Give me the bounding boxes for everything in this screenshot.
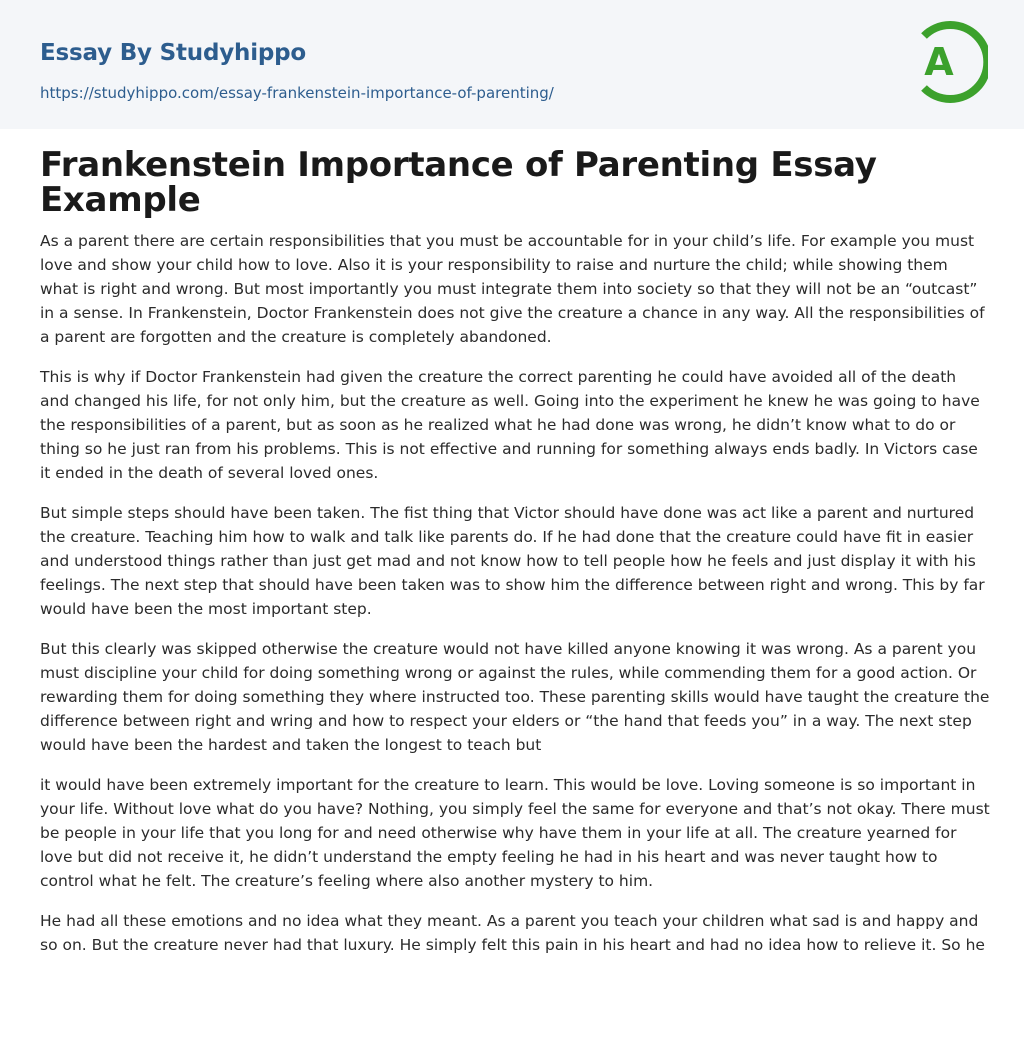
essay-paragraph: This is why if Doctor Frankenstein had given the creature the correct parenting he could have avoided all of the death and changed his life, for not only him, but the creature as well. Going into the experiment he knew he was going to have the responsibilities of a parent, but as soon as he realized what he had done was wrong, he didn’t know what to do or thing so he just ran from his problems. This is not effective and running for something always ends badly. In Victors case it ended in the death of several loved ones. — [40, 368, 980, 482]
essay-title: Frankenstein Importance of Parenting Essay Example — [40, 145, 877, 220]
site-title[interactable]: Essay By Studyhippo — [40, 40, 307, 66]
essay-paragraph: it would have been extremely important for the creature to learn. This would be love. Loving someone is so important in your life. Without love what do you have? Nothing, you simply feel the same for everyone and that’s not okay. There must be people in your life that you long for and need otherwise why have them in your life at all. The creature yearned for love but did not receive it, he didn’t understand the empty feeling he had in his heart and was never taught how to control what he felt. The creature’s feeling where also another mystery to him. — [40, 776, 990, 890]
essay-paragraph: As a parent there are certain responsibilities that you must be accountable for in your child’s life. For example you must love and show your child how to love. Also it is your responsibility to raise and nurture the child; while showing them what is right and wrong. But most importantly you must integrate them into society so that they will not be an “outcast” in a sense. In Frankenstein, Doctor Frankenstein does not give the creature a chance in any way. All the responsibilities of a parent are forgotten and the creature is completely abandoned. — [40, 232, 985, 346]
logo-letter: A — [924, 40, 954, 84]
studyhippo-logo-icon[interactable] — [910, 18, 988, 106]
essay-body — [40, 229, 990, 973]
essay-url-link[interactable]: https://studyhippo.com/essay-frankenstein-importance-of-parenting/ — [40, 84, 554, 102]
essay-paragraph: He had all these emotions and no idea what they meant. As a parent you teach your children what sad is and happy and so on. But the creature never had that luxury. He simply felt this pain in his heart and had no idea how to relieve it. So he — [40, 912, 985, 954]
essay-paragraph: But this clearly was skipped otherwise the creature would not have killed anyone knowing it was wrong. As a parent you must discipline your child for doing something wrong or against the rules, while commending them for a good action. Or rewarding them for doing something they where instructed too. These parenting skills would have taught the creature the difference between right and wring and how to respect your elders or “the hand that feeds you” in a way. The next step would have been the hardest and taken the longest to teach but — [40, 640, 990, 754]
site-header — [0, 0, 1024, 129]
essay-paragraph: But simple steps should have been taken. The fist thing that Victor should have done was act like a parent and nurtured the creature. Teaching him how to walk and talk like parents do. If he had done that the creature could have fit in easier and understood things rather than just get mad and not know how to tell people how he feels and just display it with his feelings. The next step that should have been taken was to show him the difference between right and wrong. This by far would have been the most important step. — [40, 504, 985, 618]
